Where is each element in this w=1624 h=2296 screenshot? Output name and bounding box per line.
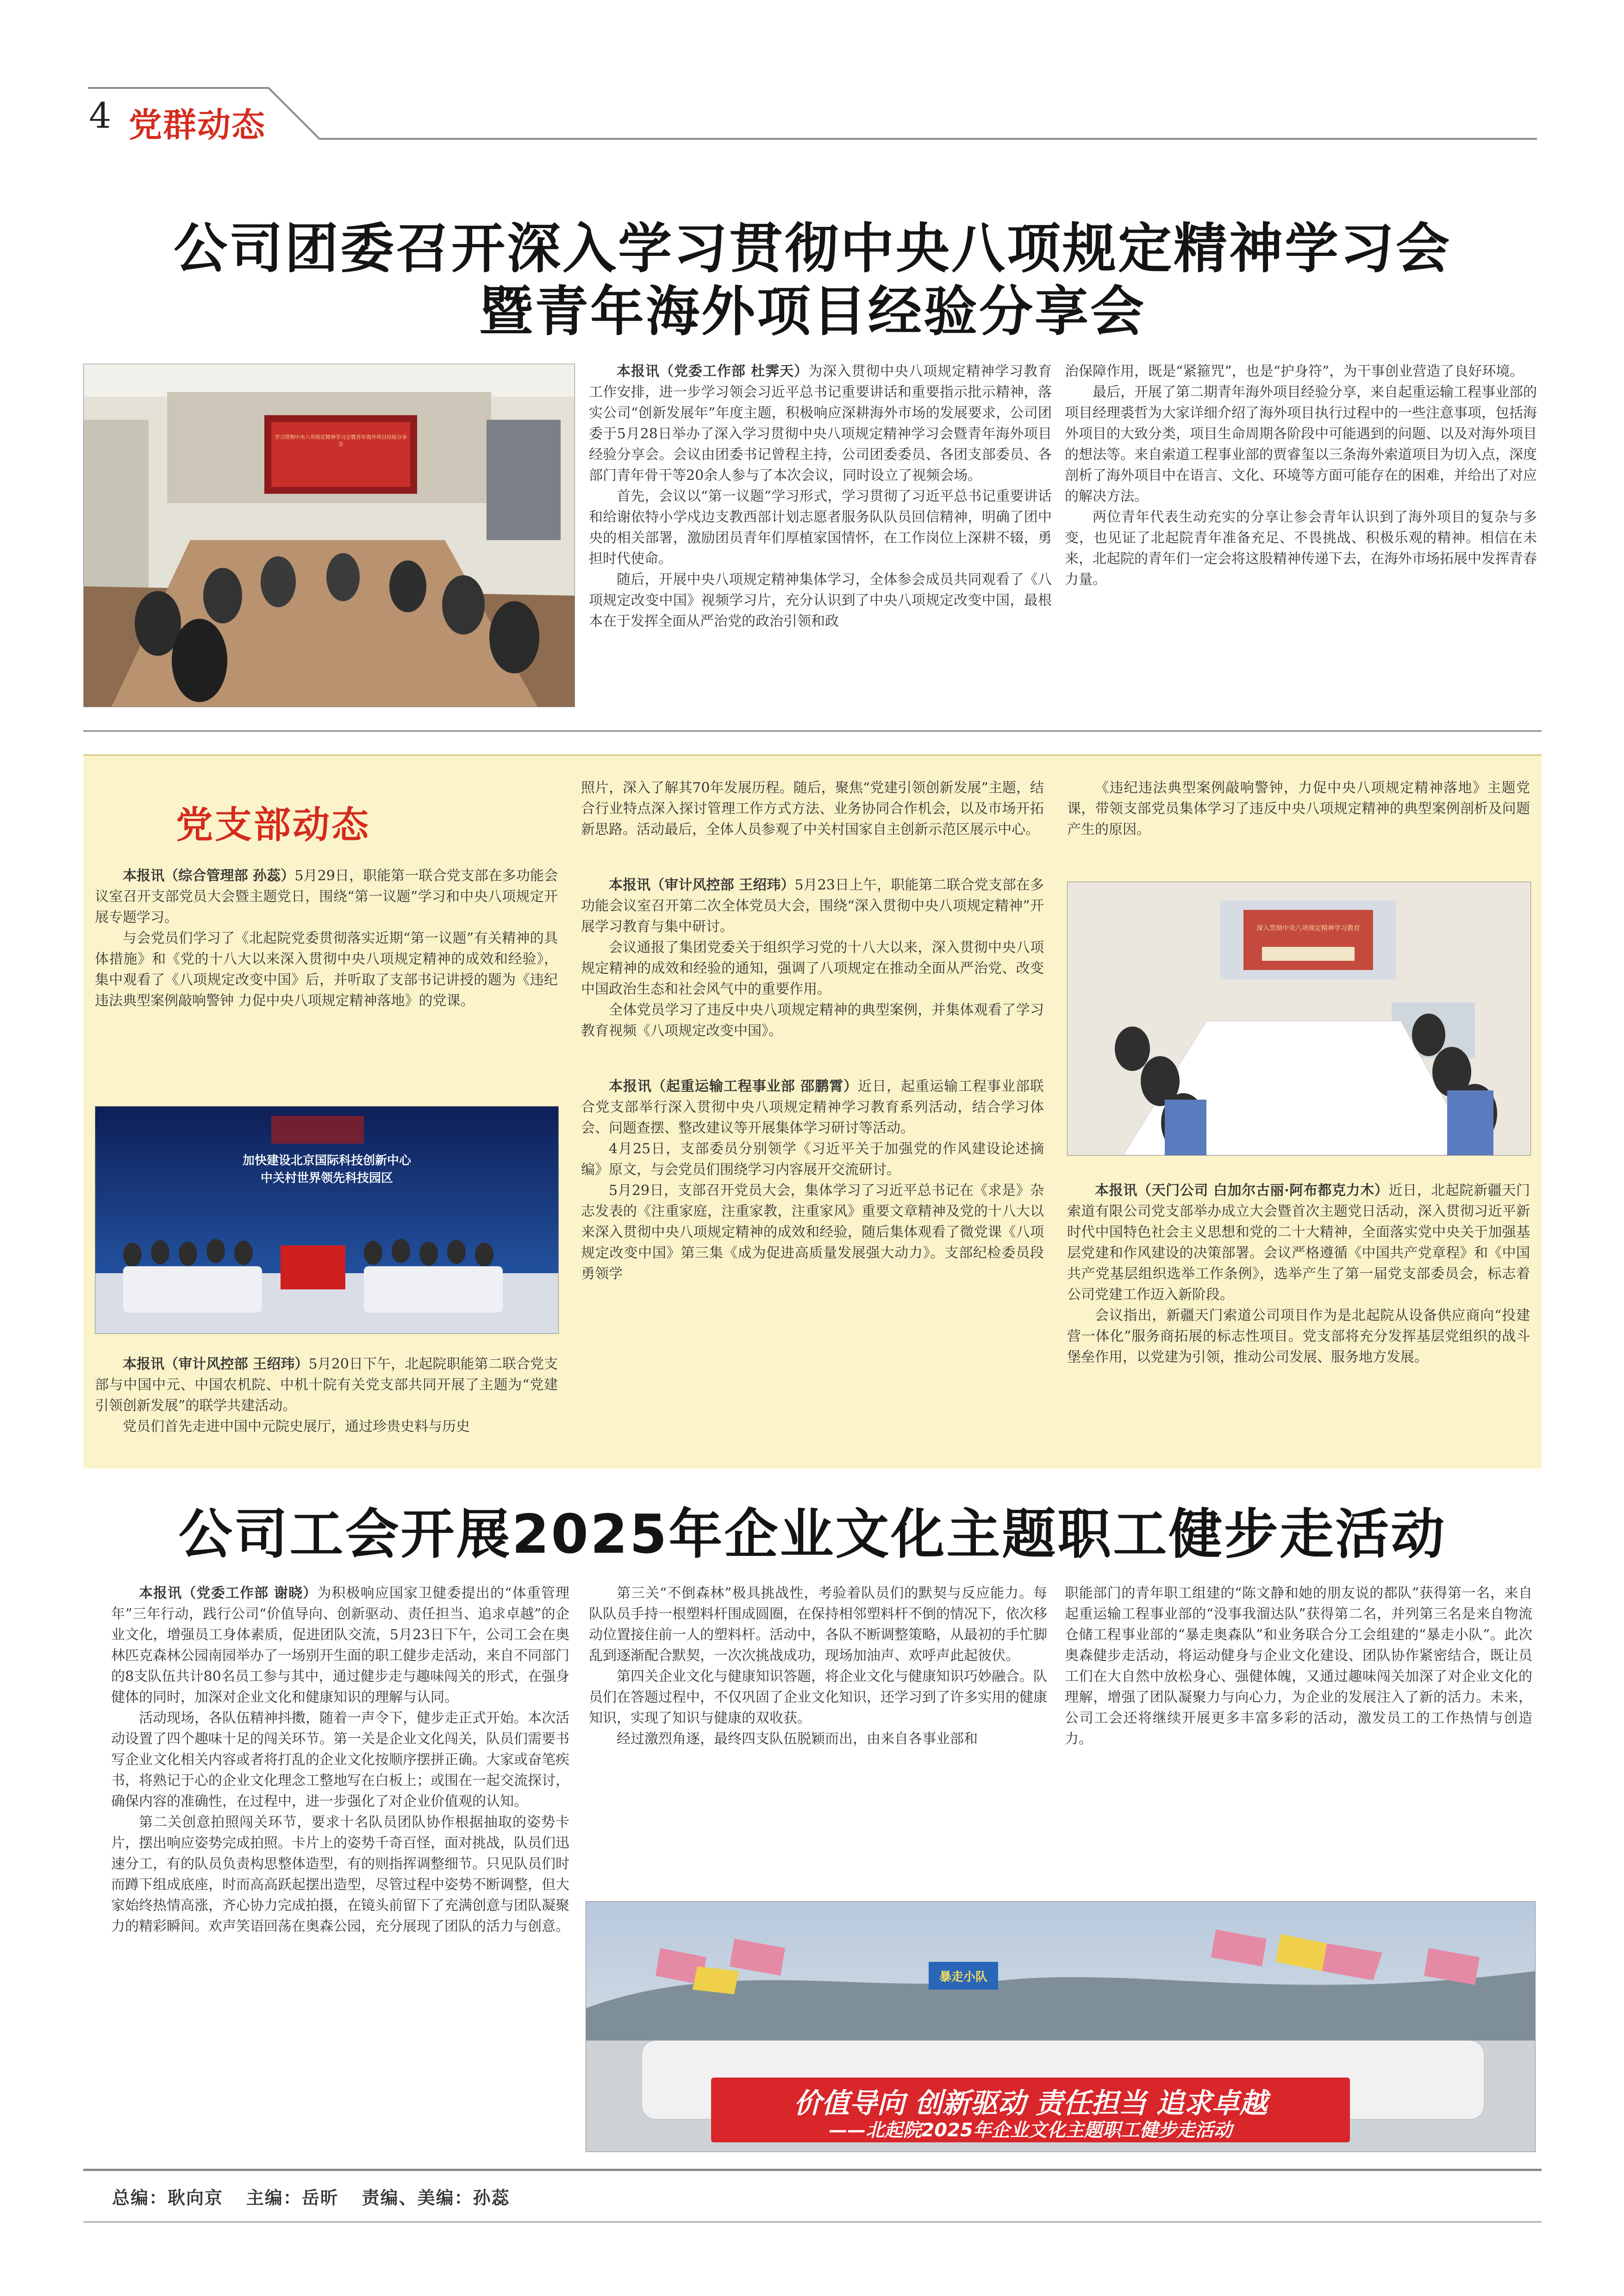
article1-col2-para2: 最后，开展了第二期青年海外项目经验分享，来自起重运输工程事业部的项目经理裘哲为大家详细介绍了海外项目执行过程中的一些注意事项，包括海外项目的大致分类，项目生命周期各阶段中可能遇到的问题、以及对海外项目的想法等。来自索道工程事业部的贾睿玺以三条海外索道项目为切入点，深度剖析了海外项目中在语言、文化、环境等方面可能存在的困难，并给出了对应的解决方法。 bbox=[1065, 384, 1537, 504]
footer-rule-top bbox=[83, 2169, 1542, 2171]
photo-banner-line2: 中关村世界领先科技园区 bbox=[260, 1171, 393, 1185]
photo-banner-line1: 加快建设北京国际科技创新中心 bbox=[242, 1154, 411, 1168]
branch-col3-bottom bbox=[1067, 1180, 1530, 1368]
meeting-slide-title: 深入贯彻中央八项规定精神学习教育 bbox=[1256, 925, 1360, 932]
article1-column-2 bbox=[1065, 361, 1537, 590]
branch-news2-para2: 党员们首先走进中国中元院史展厅，通过珍贵史料与历史 bbox=[123, 1419, 470, 1435]
article1-col1-para1: 本报讯（党委工作部 杜霁天）为深入贯彻中央八项规定精神学习教育工作安排，进一步学习领会习近平总书记重要讲话和重要指示批示精神，落实公司“创新发展年”年度主题，积极响应深耕海外市场的发展要求，公司团委于5月28日举办了深入学习贯彻中央八项规定精神学习会暨青年海外项目经验分享会。会议由团委书记曾程主持，公司团委委员、各团支部委员、各部门青年骨干等20余人参与了本次会议，同时设立了视频会场。 bbox=[589, 363, 1052, 484]
branch-col1-bottom bbox=[95, 1354, 558, 1437]
article3-column-2 bbox=[589, 1583, 1047, 1749]
branch-news2-continued: 照片，深入了解其70年发展历程。随后，聚焦“党建引领创新发展”主题，结合行业特点深入探讨管理工作方式方法、业务协同合作机会，以及市场开拓新思路。活动最后，全体人员参观了中关村国家自主创新示范区展示中心。 bbox=[581, 780, 1044, 838]
walk-event-banner bbox=[711, 2078, 1350, 2142]
page-number: 4 bbox=[89, 95, 112, 136]
article3-title bbox=[83, 1503, 1542, 1566]
branch-group-photo bbox=[95, 1106, 559, 1334]
article1-column-1 bbox=[589, 361, 1052, 632]
exhibition-hall-illustration bbox=[95, 1107, 558, 1333]
article3-col1-para3: 第二关创意拍照闯关环节，要求十名队员团队协作根据抽取的姿势卡片，摆出响应姿势完成拍照。卡片上的姿势千奇百怪，面对挑战，队员们迅速分工，有的队员负责构思整体造型，有的则指挥调整细节。只见队员们时而蹲下组成底座，时而高高跃起摆出造型，尽管过程中姿势不断调整，但大家始终热情高涨，齐心协力完成拍摄，在镜头前留下了充满创意与团队凝聚力的精彩瞬间。欢声笑语回荡在奥森公园，充分展现了团队的活力与创意。 bbox=[111, 1814, 569, 1935]
branch-news5-para1: 本报讯（天门公司 白加尔古丽·阿布都克力木）近日，北起院新疆天门索道有限公司党支部举办成立大会暨首次主题党日活动，深入贯彻习近平新时代中国特色社会主义思想和党的二十大精神，全面落实党中央关于加强基层党建和作风建设的决策部署。会议严格遵循《中国共产党章程》和《中国共产党基层组织选举工作条例》，选举产生了第一届党支部委员会，标志着公司党建工作迈入新阶段。 bbox=[1067, 1182, 1530, 1303]
branch-news4-para1: 本报讯（起重运输工程事业部 邵鹏霄）近日，起重运输工程事业部联合党支部举行深入贯彻中央八项规定精神学习教育系列活动，结合学习体会、问题查摆、整改建议等开展集体学习研讨等活动。 bbox=[581, 1078, 1044, 1136]
article3-column-3 bbox=[1065, 1583, 1532, 1749]
branch-news3-para2: 会议通报了集团党委关于组织学习党的十八大以来，深入贯彻中央八项规定精神的成效和经验的通知，强调了八项规定在推动全面从严治党、改变中国政治生态和社会风气中的重要作用。 bbox=[581, 940, 1044, 997]
article1-col1-para2: 首先，会议以“第一议题”学习形式，学习贯彻了习近平总书记重要讲话和给谢依特小学戍边支教西部计划志愿者服务队队员回信精神，明确了团中央的相关部署，激励团员青年们厚植家国情怀，在工作岗位上深耕不辍，勇担时代使命。 bbox=[589, 488, 1052, 567]
article1-col2-para1: 治保障作用，既是“紧箍咒”，也是“护身符”，为干事创业营造了良好环境。 bbox=[1065, 363, 1524, 380]
article3-col3-para1: 职能部门的青年职工组建的“陈文静和她的朋友说的都队”获得第一名，来自起重运输工程事业部的“没事我溜达队”获得第二名，并列第三名是来自物流仓储工程事业部的“暴走奥森队”和业务联合分工会组建的“暴走小队”。此次奥森健步走活动，将运动健身与企业文化建设、团队协作紧密结合，既让员工们在大自然中放松身心、强健体魄，又通过趣味闯关加深了对企业文化的理解，增强了团队凝聚力与向心力，为企业的发展注入了新的活力。未来，公司工会还将继续开展更多丰富多彩的活动，激发员工的工作热情与创造力。 bbox=[1065, 1585, 1532, 1747]
banner-slogan: 价值导向 创新驱动 责任担当 追求卓越 bbox=[793, 2087, 1268, 2120]
article1-photo bbox=[83, 364, 575, 707]
branch-news3-para3: 全体党员学习了违反中央八项规定精神的典型案例，并集体观看了学习教育视频《八项规定改变中国》。 bbox=[581, 1002, 1044, 1039]
article3-col2-para3: 经过激烈角逐，最终四支队伍脱颖而出，由来自各事业部和 bbox=[617, 1731, 978, 1747]
branch-news4-para2: 4月25日，支部委员分别领学《习近平关于加强党的作风建设论述摘编》原文，与会党员们围绕学习内容展开交流研讨。 bbox=[581, 1141, 1044, 1178]
meeting-room-illustration bbox=[84, 364, 575, 707]
article3-col2-para1: 第三关“不倒森林”极具挑战性，考验着队员们的默契与反应能力。每队队员手持一根塑料杆围成圆圈，在保持相邻塑料杆不倒的情况下，依次移动位置接住前一人的塑料杆。活动中，各队不断调整策略，从最初的手忙脚乱到逐渐配合默契，一次次挑战成功，现场加油声、欢呼声此起彼伏。 bbox=[589, 1585, 1047, 1664]
article1-col2-para3: 两位青年代表生动充实的分享让参会青年认识到了海外项目的复杂与多变，也见证了北起院青年准备充足、不畏挑战、积极乐观的精神。相信在未来，北起院的青年们一定会将这股精神传递下去，在海外市场拓展中发挥青春力量。 bbox=[1065, 509, 1537, 588]
branch-news3-para1: 本报讯（审计风控部 王绍玮）5月23日上午，职能第二联合党支部在多功能会议室召开第二次全体党员大会，围绕“深入贯彻中央八项规定精神”开展学习教育与集中研讨。 bbox=[581, 877, 1044, 935]
article3-col1-para2: 活动现场，各队伍精神抖擞，随着一声令下，健步走正式开始。本次活动设置了四个趣味十足的闯关环节。第一关是企业文化闯关，队员们需要书写企业文化相关内容或者将打乱的企业文化按顺序摆拼正确。大家或奋笔疾书，将熟记于心的企业文化理念工整地写在白板上；或围在一起交流探讨，确保内容的准确性，在过程中，进一步强化了对企业价值观的认知。 bbox=[111, 1710, 569, 1810]
branch-news4-continued: 《违纪违法典型案例敲响警钟，力促中央八项规定精神落地》主题党课，带领支部党员集体学习了违反中央八项规定精神的典型案例剖析及问题产生的原因。 bbox=[1067, 780, 1530, 838]
divider bbox=[83, 730, 1542, 732]
branch-news4-para3: 5月29日，支部召开党员大会，集体学习了习近平总书记在《求是》杂志发表的《注重家庭，注重家教，注重家风》重要文章精神及党的十八大以来深入贯彻中央八项规定精神的成效和经验，随后集体观看了微党课《八项规定改变中国》第三集《成为促进高质量发展强大动力》。支部纪检委员段勇领学 bbox=[581, 1182, 1044, 1282]
photo-slide-title: 学习贯彻中央八项规定精神学习会暨青年海外项目经验分享会 bbox=[275, 434, 407, 447]
branch-news5-para2: 会议指出，新疆天门索道公司项目作为是北起院从设备供应商向“投建营一体化”服务商拓展的标志性项目。党支部将充分发挥基层党组织的战斗堡垒作用，以党建为引领，推动公司发展、服务地方发展。 bbox=[1067, 1307, 1530, 1365]
branch-news1-para2: 与会党员们学习了《北起院党委贯彻落实近期“第一议题”有关精神的具体措施》和《党的十八大以来深入贯彻中央八项规定精神的成效和经验》，集中观看了《八项规定改变中国》后，并听取了支部书记讲授的题为《违纪违法典型案例敲响警钟 力促中央八项规定精神落地》的党课。 bbox=[95, 930, 558, 1009]
article1-col1-para3: 随后，开展中央八项规定精神集体学习，全体参会成员共同观看了《八项规定改变中国》视频学习片，充分认识到了中央八项规定改变中国，最根本在于发挥全面从严治党的政治引领和政 bbox=[589, 572, 1052, 629]
article3-column-1 bbox=[111, 1583, 569, 1937]
article3-col2-para2: 第四关企业文化与健康知识答题，将企业文化与健康知识巧妙融合。队员们在答题过程中，不仅巩固了企业文化知识，还学习到了许多实用的健康知识，实现了知识与健康的双收获。 bbox=[589, 1668, 1047, 1726]
footer-rule-bottom bbox=[83, 2221, 1542, 2222]
footer-credits: 总编：耿向京 主编：岳昕 责编、美编：孙蕊 bbox=[112, 2188, 510, 2208]
article1-title bbox=[83, 218, 1542, 343]
article3-col1-para1: 本报讯（党委工作部 谢晓）为积极响应国家卫健委提出的“体重管理年”三年行动，践行公司“价值导向、创新驱动、责任担当、追求卓越”的企业文化，增强员工身体素质，促进团队交流，5月23日下午，公司工会在奥林匹克森林公园南园举办了一场别开生面的职工健步走活动，来自不同部门的8支队伍共计80名员工参与其中，通过健步走与趣味闯关的形式，在强身健体的同时，加深对企业文化和健康知识的理解与认同。 bbox=[111, 1585, 569, 1705]
article1-title-line1: 公司团委召开深入学习贯彻中央八项规定精神学习会 bbox=[174, 218, 1451, 280]
banner-event-name: ——北起院2025年企业文化主题职工健步走活动 bbox=[829, 2120, 1232, 2141]
branch-news2-para1: 本报讯（审计风控部 王绍玮）5月20日下午，北起院职能第二联合党支部与中国中元、中国农机院、中机十院有关党支部共同开展了主题为“党建引领创新发展”的联学共建活动。 bbox=[95, 1356, 558, 1414]
branch-col3-top bbox=[1067, 778, 1530, 840]
walk-flag-label: 暴走小队 bbox=[939, 1970, 987, 1984]
conference-table-illustration bbox=[1068, 882, 1530, 1155]
walk-event-photo bbox=[586, 1901, 1536, 2152]
article1-title-line2: 暨青年海外项目经验分享会 bbox=[479, 280, 1146, 343]
branch-meeting-photo bbox=[1067, 882, 1531, 1156]
article3-title-text: 公司工会开展2025年企业文化主题职工健步走活动 bbox=[178, 1503, 1447, 1566]
page-header bbox=[0, 0, 1624, 167]
party-branch-heading: 党支部动态 bbox=[176, 803, 370, 846]
section-title: 党群动态 bbox=[129, 106, 266, 144]
branch-col2 bbox=[581, 778, 1044, 1284]
branch-news1-para1: 本报讯（综合管理部 孙蕊）5月29日，职能第一联合党支部在多功能会议室召开支部党员大会暨主题党日，围绕“第一议题”学习和中央八项规定开展专题学习。 bbox=[95, 868, 558, 926]
branch-col1-top bbox=[95, 865, 558, 1011]
